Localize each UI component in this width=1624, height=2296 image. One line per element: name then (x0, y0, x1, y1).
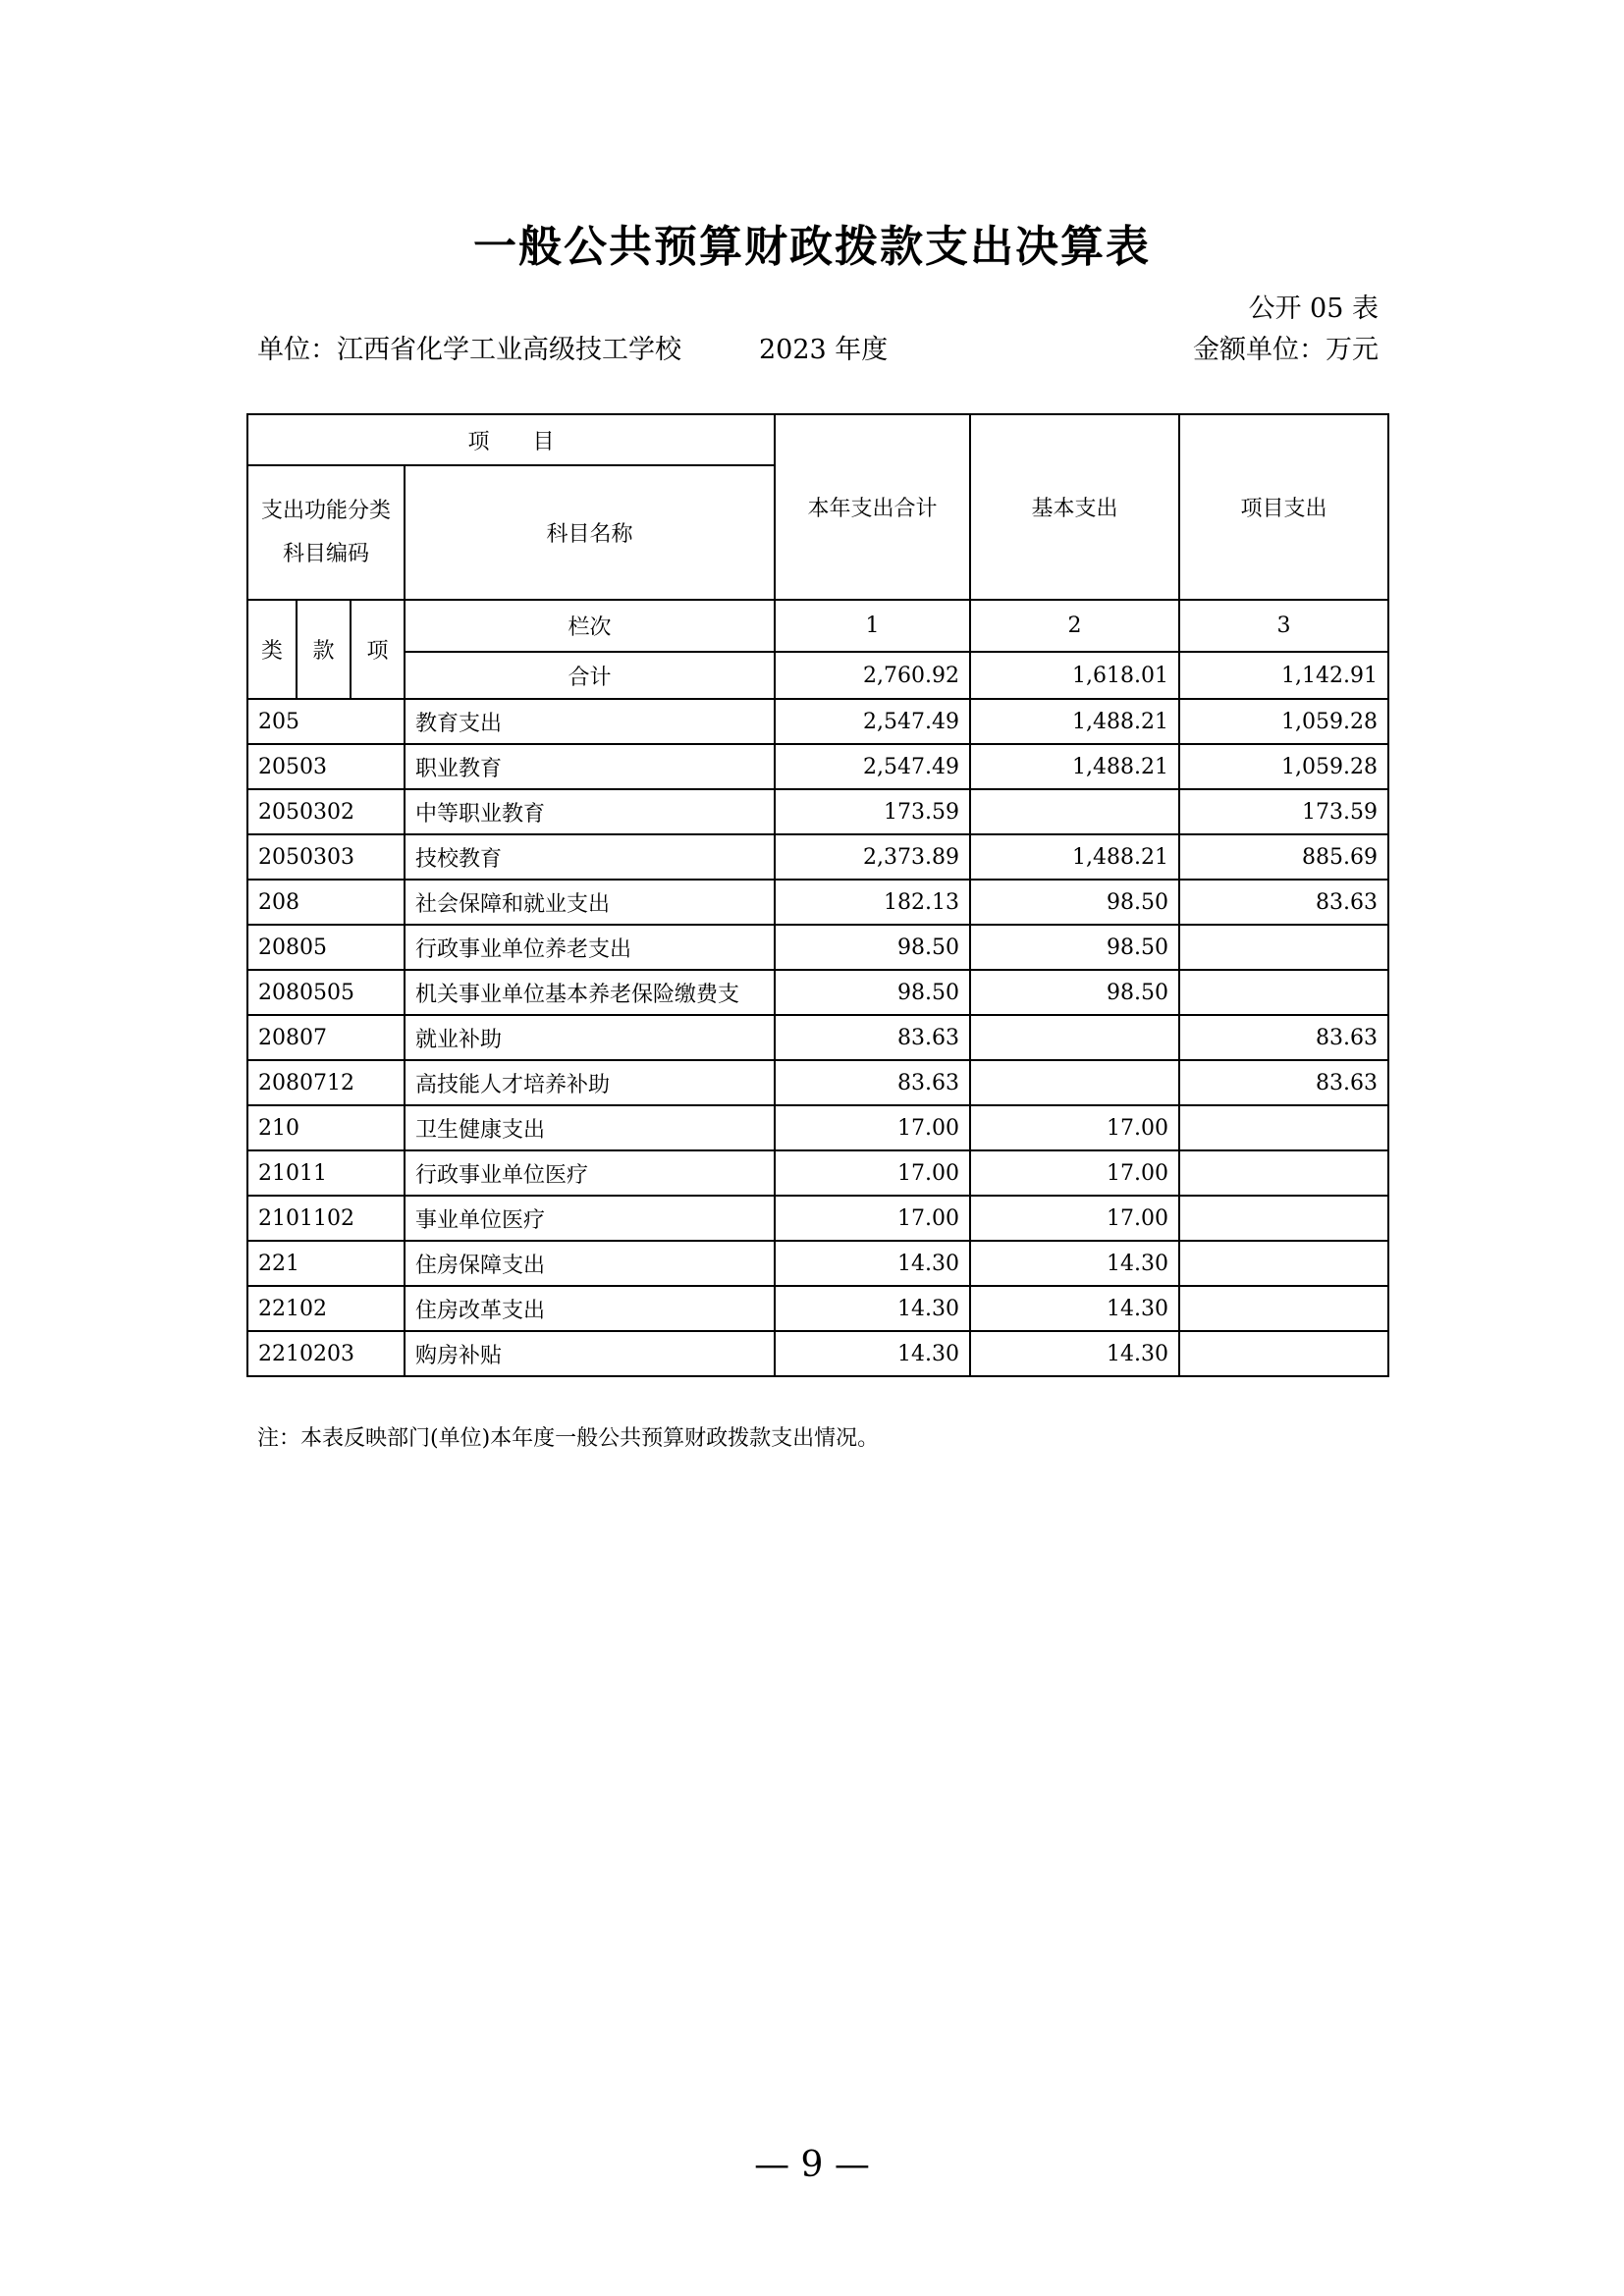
table-row (247, 925, 1388, 970)
row-project (1179, 970, 1388, 1015)
row-total: 17.00 (775, 1105, 970, 1150)
header-basic: 基本支出 (970, 414, 1179, 600)
sum-row (247, 652, 1388, 699)
table-row (247, 1286, 1388, 1331)
row-basic: 1,488.21 (970, 699, 1179, 744)
row-total: 98.50 (775, 970, 970, 1015)
row-name: 行政事业单位医疗 (405, 1150, 775, 1196)
row-total: 83.63 (775, 1060, 970, 1105)
header-total: 本年支出合计 (775, 414, 970, 600)
row-total: 98.50 (775, 925, 970, 970)
table-row (247, 970, 1388, 1015)
row-code: 2101102 (247, 1196, 405, 1241)
row-project: 1,059.28 (1179, 699, 1388, 744)
table-row (247, 1241, 1388, 1286)
header-kuan: 款 (297, 600, 351, 699)
page-number: — 9 — (754, 2145, 870, 2185)
table-row (247, 744, 1388, 789)
row-name: 教育支出 (405, 699, 775, 744)
row-total: 2,547.49 (775, 744, 970, 789)
row-code: 2210203 (247, 1331, 405, 1376)
row-code: 2080505 (247, 970, 405, 1015)
row-basic (970, 789, 1179, 834)
header-column-label: 栏次 (405, 600, 775, 652)
row-project: 83.63 (1179, 1060, 1388, 1105)
row-basic: 17.00 (970, 1105, 1179, 1150)
row-name: 中等职业教育 (405, 789, 775, 834)
row-name: 技校教育 (405, 834, 775, 880)
header-name: 科目名称 (405, 465, 775, 600)
row-name: 住房保障支出 (405, 1241, 775, 1286)
header-col2: 2 (970, 600, 1179, 652)
table-row (247, 1060, 1388, 1105)
header-lei: 类 (247, 600, 297, 699)
row-project: 1,059.28 (1179, 744, 1388, 789)
header-col3: 3 (1179, 600, 1388, 652)
row-code: 20805 (247, 925, 405, 970)
row-total: 14.30 (775, 1241, 970, 1286)
sum-label: 合计 (405, 652, 775, 699)
sum-total: 2,760.92 (775, 652, 970, 699)
header-row-item (247, 414, 1388, 465)
row-project (1179, 1105, 1388, 1150)
row-name: 职业教育 (405, 744, 775, 789)
table-row (247, 1150, 1388, 1196)
header-code: 支出功能分类科目编码 (247, 465, 405, 600)
row-total: 17.00 (775, 1150, 970, 1196)
fiscal-year: 2023 年度 (759, 335, 889, 365)
table-row (247, 1331, 1388, 1376)
row-project: 83.63 (1179, 880, 1388, 925)
row-basic: 14.30 (970, 1241, 1179, 1286)
row-code: 21011 (247, 1150, 405, 1196)
row-basic: 17.00 (970, 1196, 1179, 1241)
row-code: 22102 (247, 1286, 405, 1331)
row-project (1179, 1331, 1388, 1376)
row-total: 2,547.49 (775, 699, 970, 744)
row-name: 社会保障和就业支出 (405, 880, 775, 925)
table-row (247, 1105, 1388, 1150)
row-basic: 98.50 (970, 880, 1179, 925)
row-name: 高技能人才培养补助 (405, 1060, 775, 1105)
row-basic: 98.50 (970, 925, 1179, 970)
unit-label: 单位：江西省化学工业高级技工学校 (257, 335, 681, 365)
row-code: 2050303 (247, 834, 405, 880)
row-project: 173.59 (1179, 789, 1388, 834)
header-row-columns (247, 600, 1388, 652)
row-basic: 17.00 (970, 1150, 1179, 1196)
row-project (1179, 1196, 1388, 1241)
table-row (247, 1015, 1388, 1060)
row-basic: 1,488.21 (970, 744, 1179, 789)
row-total: 182.13 (775, 880, 970, 925)
table-row (247, 1196, 1388, 1241)
row-total: 17.00 (775, 1196, 970, 1241)
table-row (247, 834, 1388, 880)
form-number: 公开 05 表 (1248, 294, 1379, 324)
row-name: 机关事业单位基本养老保险缴费支 (405, 970, 775, 1015)
row-code: 210 (247, 1105, 405, 1150)
row-name: 事业单位医疗 (405, 1196, 775, 1241)
row-project: 885.69 (1179, 834, 1388, 880)
row-total: 173.59 (775, 789, 970, 834)
header-item: 项 目 (247, 414, 775, 465)
row-total: 14.30 (775, 1331, 970, 1376)
row-basic: 98.50 (970, 970, 1179, 1015)
row-name: 购房补贴 (405, 1331, 775, 1376)
row-name: 卫生健康支出 (405, 1105, 775, 1150)
row-code: 2080712 (247, 1060, 405, 1105)
row-code: 20503 (247, 744, 405, 789)
row-total: 2,373.89 (775, 834, 970, 880)
row-code: 20807 (247, 1015, 405, 1060)
row-project (1179, 1241, 1388, 1286)
table-row (247, 699, 1388, 744)
row-code: 205 (247, 699, 405, 744)
expenditure-table (246, 413, 1389, 1377)
row-basic (970, 1015, 1179, 1060)
row-name: 住房改革支出 (405, 1286, 775, 1331)
row-code: 2050302 (247, 789, 405, 834)
header-col1: 1 (775, 600, 970, 652)
row-basic: 14.30 (970, 1331, 1179, 1376)
sum-basic: 1,618.01 (970, 652, 1179, 699)
row-total: 14.30 (775, 1286, 970, 1331)
row-project (1179, 1150, 1388, 1196)
row-total: 83.63 (775, 1015, 970, 1060)
table-row (247, 789, 1388, 834)
header-xiang: 项 (351, 600, 405, 699)
row-name: 行政事业单位养老支出 (405, 925, 775, 970)
row-code: 221 (247, 1241, 405, 1286)
amount-unit: 金额单位：万元 (1193, 335, 1379, 365)
row-project (1179, 925, 1388, 970)
row-name: 就业补助 (405, 1015, 775, 1060)
header-project: 项目支出 (1179, 414, 1388, 600)
row-basic (970, 1060, 1179, 1105)
row-project: 83.63 (1179, 1015, 1388, 1060)
table-row (247, 880, 1388, 925)
table-note: 注：本表反映部门(单位)本年度一般公共预算财政拨款支出情况。 (257, 1426, 880, 1451)
page-title: 一般公共预算财政拨款支出决算表 (473, 222, 1151, 272)
sum-project: 1,142.91 (1179, 652, 1388, 699)
row-project (1179, 1286, 1388, 1331)
row-code: 208 (247, 880, 405, 925)
row-basic: 14.30 (970, 1286, 1179, 1331)
row-basic: 1,488.21 (970, 834, 1179, 880)
